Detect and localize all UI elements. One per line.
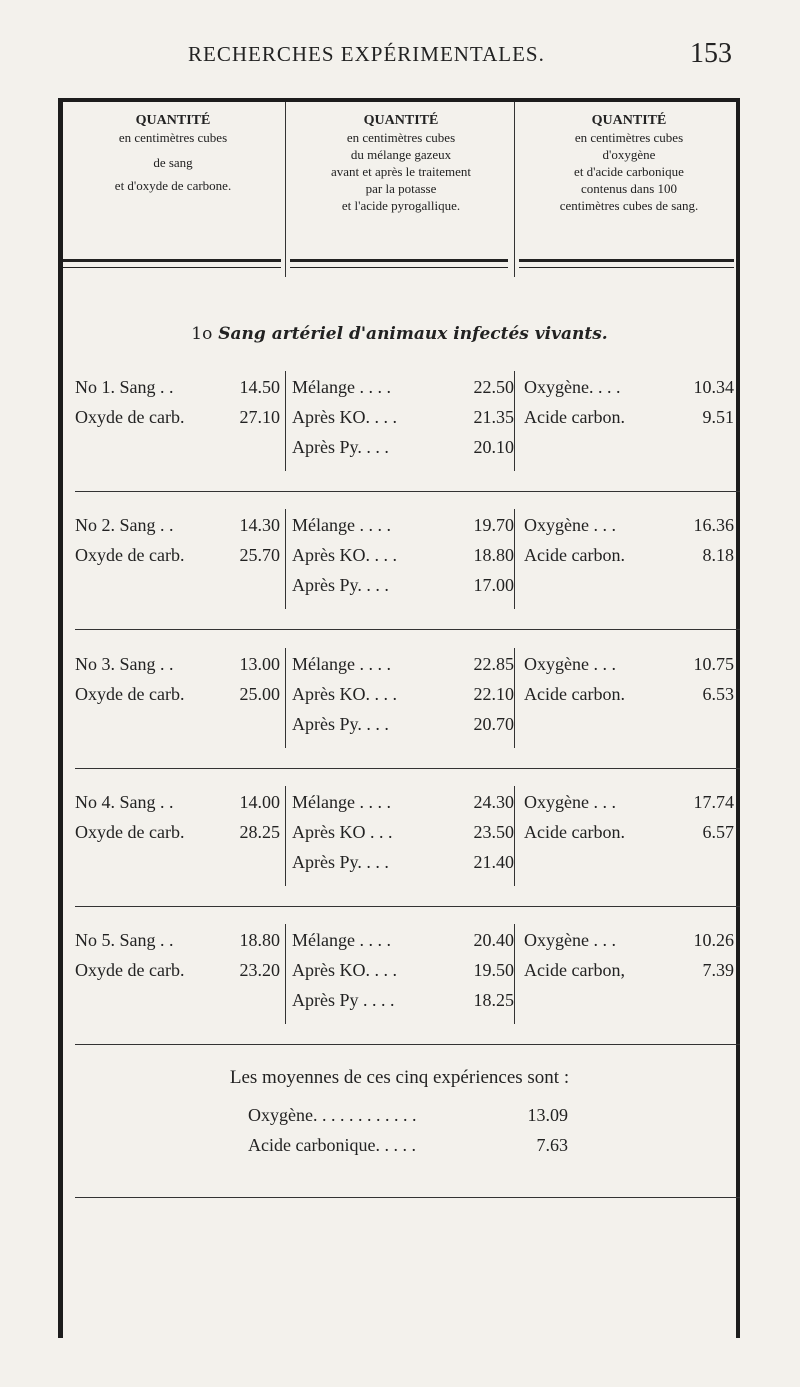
column-divider: [285, 509, 286, 609]
cell-value: 17.00: [473, 575, 514, 595]
header-line: et d'oxyde de carbone.: [114, 178, 232, 193]
cell-label: Mélange . . . .: [292, 515, 391, 535]
header-line: d'oxygène: [602, 147, 656, 162]
cell-value: 18.25: [473, 990, 514, 1010]
cell-label: Après Py. . . .: [292, 437, 389, 457]
table-row: [63, 792, 736, 822]
table-row: [63, 990, 736, 1020]
cell-label: Oxygène . . .: [524, 930, 616, 950]
header-line: contenus dans 100: [580, 181, 678, 196]
cell-label: Acide carbon.: [524, 545, 625, 565]
double-rule: [63, 259, 281, 268]
cell-value: 9.51: [702, 407, 734, 427]
data-table: [58, 98, 740, 1338]
table-row: [63, 852, 736, 882]
column-divider: [285, 648, 286, 748]
cell-label: Après Py. . . .: [292, 852, 389, 872]
group-separator: [75, 768, 740, 769]
cell-value: 10.34: [693, 377, 734, 397]
section-title: [63, 324, 736, 344]
header-line: centimètres cubes de sang.: [559, 198, 699, 213]
section-heading: Sang artériel d'animaux infectés vivants.: [218, 324, 608, 344]
header-title: QUANTITÉ: [363, 113, 439, 128]
cell-value: 13.00: [239, 654, 280, 674]
table-row: [63, 575, 736, 605]
cell-value: 19.70: [473, 515, 514, 535]
cell-label: Oxyde de carb.: [75, 407, 185, 427]
cell-label: Oxygène . . .: [524, 792, 616, 812]
experiment-group: [63, 792, 736, 922]
cell-value: 20.40: [473, 930, 514, 950]
cell-value: 22.10: [473, 684, 514, 704]
cell-value: 6.57: [702, 822, 734, 842]
experiment-group: [63, 930, 736, 1060]
group-separator: [75, 491, 740, 492]
cell-label: Après KO. . . .: [292, 960, 397, 980]
group-separator: [75, 906, 740, 907]
cell-value: 25.70: [239, 545, 280, 565]
summary-title: Les moyennes de ces cinq expériences sont :: [229, 1067, 570, 1088]
column-divider: [514, 648, 515, 748]
summary-line: [248, 1105, 568, 1126]
cell-label: No 2. Sang . .: [75, 515, 174, 535]
cell-label: Oxygène. . . .: [524, 377, 621, 397]
experiment-group: [63, 654, 736, 784]
header-line: avant et après le traitement: [330, 164, 472, 179]
cell-label: Après KO. . . .: [292, 407, 397, 427]
cell-value: 14.50: [239, 377, 280, 397]
summary-value: 7.63: [536, 1135, 568, 1155]
cell-label: Après KO. . . .: [292, 545, 397, 565]
running-title: RECHERCHES EXPÉRIMENTALES.: [188, 42, 545, 66]
table-row: [63, 714, 736, 744]
cell-value: 23.20: [239, 960, 280, 980]
cell-label: Oxygène . . .: [524, 654, 616, 674]
summary-label: Oxygène. . . . . . . . . . . .: [248, 1105, 417, 1125]
cell-label: Mélange . . . .: [292, 654, 391, 674]
cell-label: Oxyde de carb.: [75, 822, 185, 842]
cell-value: 17.74: [693, 792, 734, 812]
cell-label: Après KO . . .: [292, 822, 393, 842]
table-row: [63, 684, 736, 714]
cell-label: Oxyde de carb.: [75, 960, 185, 980]
bottom-rule: [75, 1197, 740, 1198]
cell-value: 28.25: [239, 822, 280, 842]
cell-value: 18.80: [473, 545, 514, 565]
header-line: par la potasse: [365, 181, 437, 196]
cell-value: 20.10: [473, 437, 514, 457]
cell-label: Oxyde de carb.: [75, 684, 185, 704]
group-separator: [75, 1044, 740, 1045]
cell-value: 22.50: [473, 377, 514, 397]
header-col-mixture: [291, 112, 511, 214]
cell-value: 21.40: [473, 852, 514, 872]
cell-label: Après KO. . . .: [292, 684, 397, 704]
cell-value: 20.70: [473, 714, 514, 734]
double-rule: [290, 259, 508, 268]
cell-label: Après Py. . . .: [292, 714, 389, 734]
column-divider: [285, 102, 286, 277]
cell-value: 23.50: [473, 822, 514, 842]
header-col-blood: [63, 112, 283, 194]
cell-value: 21.35: [473, 407, 514, 427]
cell-value: 7.39: [702, 960, 734, 980]
cell-label: Oxygène . . .: [524, 515, 616, 535]
column-divider: [285, 924, 286, 1024]
table-row: [63, 377, 736, 407]
cell-value: 10.26: [693, 930, 734, 950]
table-row: [63, 960, 736, 990]
cell-value: 8.18: [702, 545, 734, 565]
cell-label: Mélange . . . .: [292, 792, 391, 812]
cell-value: 14.30: [239, 515, 280, 535]
header-col-gases: [518, 112, 740, 214]
header-line: de sang: [153, 155, 193, 170]
page-header: [0, 38, 800, 82]
group-separator: [75, 629, 740, 630]
column-divider: [514, 924, 515, 1024]
header-title: QUANTITÉ: [135, 113, 211, 128]
cell-label: No 1. Sang . .: [75, 377, 174, 397]
table-row: [63, 437, 736, 467]
cell-value: 10.75: [693, 654, 734, 674]
summary-line: [248, 1135, 568, 1156]
column-divider: [514, 371, 515, 471]
cell-value: 6.53: [702, 684, 734, 704]
cell-value: 18.80: [239, 930, 280, 950]
table-row: [63, 545, 736, 575]
column-divider: [514, 786, 515, 886]
table-row: [63, 930, 736, 960]
cell-label: Acide carbon.: [524, 407, 625, 427]
header-line: en centimètres cubes: [574, 130, 684, 145]
cell-value: 14.00: [239, 792, 280, 812]
summary-label: Acide carbonique. . . . .: [248, 1135, 416, 1155]
cell-value: 27.10: [239, 407, 280, 427]
header-line: et d'acide carbonique: [574, 164, 684, 179]
cell-label: No 4. Sang . .: [75, 792, 174, 812]
column-divider: [285, 786, 286, 886]
cell-label: No 5. Sang . .: [75, 930, 174, 950]
cell-label: Mélange . . . .: [292, 377, 391, 397]
summary-value: 13.09: [527, 1105, 568, 1125]
cell-label: No 3. Sang . .: [75, 654, 174, 674]
header-line: du mélange gazeux: [350, 147, 452, 162]
experiment-group: [63, 377, 736, 507]
cell-value: 19.50: [473, 960, 514, 980]
cell-label: Après Py . . . .: [292, 990, 395, 1010]
column-divider: [514, 509, 515, 609]
cell-label: Acide carbon.: [524, 684, 625, 704]
cell-value: 25.00: [239, 684, 280, 704]
cell-value: 16.36: [693, 515, 734, 535]
table-row: [63, 822, 736, 852]
header-line: en centimètres cubes: [118, 130, 228, 145]
table-row: [63, 515, 736, 545]
table-header: [63, 102, 736, 252]
table-row: [63, 654, 736, 684]
column-divider: [285, 371, 286, 471]
cell-label: Oxyde de carb.: [75, 545, 185, 565]
header-line: et l'acide pyrogallique.: [341, 198, 461, 213]
cell-label: Mélange . . . .: [292, 930, 391, 950]
cell-label: Acide carbon.: [524, 822, 625, 842]
section-number: 1o: [191, 324, 213, 344]
cell-label: Acide carbon,: [524, 960, 625, 980]
cell-value: 24.30: [473, 792, 514, 812]
cell-label: Après Py. . . .: [292, 575, 389, 595]
column-divider: [514, 102, 515, 277]
header-title: QUANTITÉ: [591, 113, 667, 128]
header-line: en centimètres cubes: [346, 130, 456, 145]
table-row: [63, 407, 736, 437]
experiment-group: [63, 515, 736, 645]
cell-value: 22.85: [473, 654, 514, 674]
page-number: 153: [690, 38, 732, 69]
double-rule: [519, 259, 734, 268]
